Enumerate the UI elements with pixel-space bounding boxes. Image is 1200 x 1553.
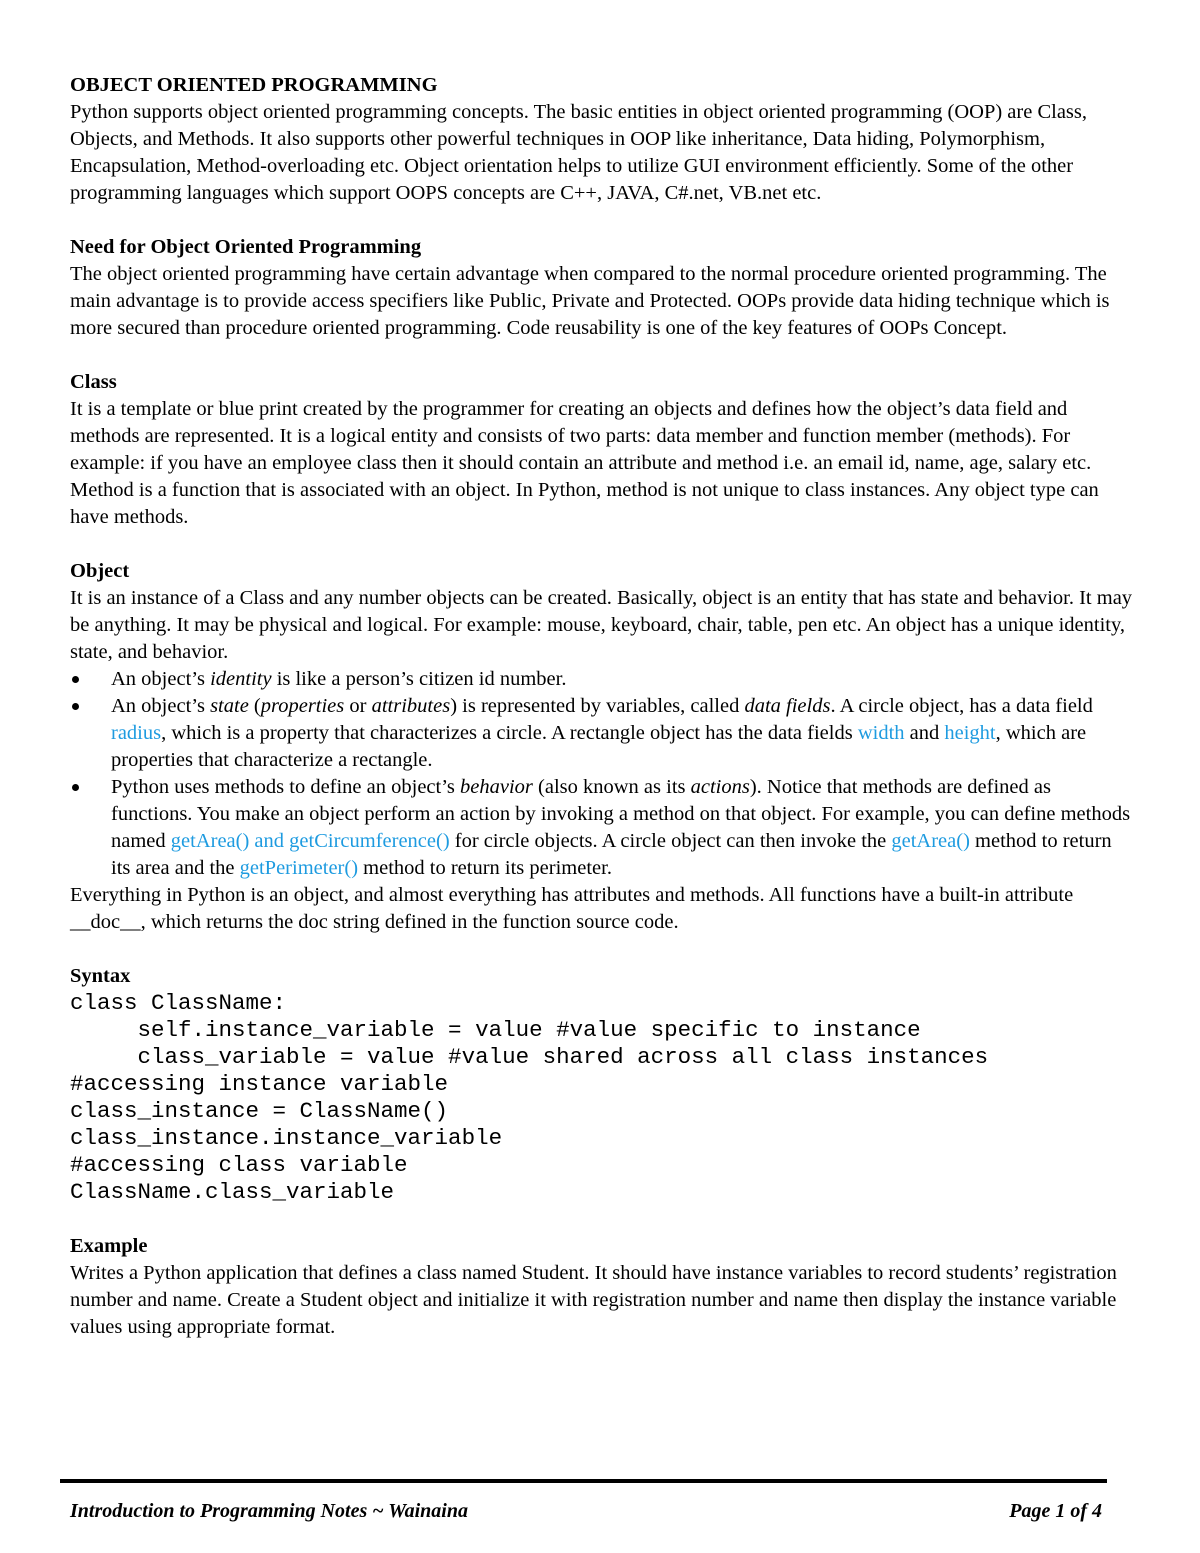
heading-class: Class	[70, 371, 117, 393]
heading-need-for-oop: Need for Object Oriented Programming	[70, 236, 422, 258]
footer-divider	[60, 1479, 1107, 1483]
oop-paragraph: Python supports object oriented programming concepts. The basic entities in object oriented programming (OOP) are Class, Objects, and Methods. It also supports other powerful techniques in OOP like inheritance, Data hiding, Polymorphism, Encapsulation, Method-overloading etc. Object orientation helps to utilize GUI environment efficiently. Some of the other programming languages which support OOPS concepts are C++, JAVA, C#.net, VB.net etc.	[70, 101, 1087, 204]
heading-object: Object	[70, 560, 130, 582]
page-content	[70, 72, 1135, 1341]
bullet-state: An object’s state (properties or attributes) is represented by variables, called data fields. A circle object, has a data field radius, which is a property that characterizes a circle. A rectangle object has the data fields width and height, which are properties that characterize a rectangle.	[70, 693, 1135, 774]
everything-object-paragraph: Everything in Python is an object, and almost everything has attributes and methods. All functions have a built-in attribute __doc__, which returns the doc string defined in the function source code.	[70, 884, 1074, 933]
class-paragraph: It is a template or blue print created by the programmer for creating an objects and defines how the object’s data field and methods are represented. It is a logical entity and consists of two parts: data member and function member (methods). For example: if you have an employee class then it should contain an attribute and method i.e. an email id, name, age, salary etc.	[70, 398, 1092, 474]
code-term-getarea: getArea()	[891, 830, 970, 852]
code-term-getarea-getcircumference: getArea() and getCircumference()	[170, 830, 450, 852]
bullet-dot-icon	[72, 676, 79, 683]
code-term-height: height	[944, 722, 996, 744]
object-paragraph: It is an instance of a Class and any number objects can be created. Basically, object is an entity that has state and behavior. It may be anything. It may be physical and logical. For example: mouse, keyboard, chair, table, pen etc. An object has a unique identity, state, and behavior.	[70, 587, 1133, 663]
bullet-dot-icon	[72, 784, 79, 791]
bullet-identity: An object’s identity is like a person’s citizen id number.	[70, 666, 1135, 693]
example-paragraph: Writes a Python application that defines a class named Student. It should have instance variables to record students’ registration number and name. Create a Student object and initialize it with registration number and name then display the instance variable values using appropriate format.	[70, 1262, 1117, 1338]
bullet-dot-icon	[72, 703, 79, 710]
page-number: Page 1 of 4	[1009, 1500, 1102, 1522]
code-term-width: width	[857, 722, 905, 744]
heading-oop: OBJECT ORIENTED PROGRAMMING	[70, 74, 438, 96]
code-term-radius: radius	[111, 722, 162, 744]
bullet-behavior: Python uses methods to define an object’s behavior (also known as its actions). Notice that methods are defined as functions. You make an object perform an action by invoking a method on that object. For example, you can define methods named getArea() and getCircumference() for circle objects. A circle object can then invoke the getArea() method to return its area and the getPerimeter() method to return its perimeter.	[70, 774, 1135, 882]
page-footer	[70, 1500, 1102, 1523]
heading-syntax: Syntax	[70, 965, 131, 987]
syntax-code-block: class ClassName: self.instance_variable = value #value specific to instance class_variable = value #value shared across all class instances #accessing instance variable class_instance = ClassName() class_instance.instance_variable #accessing class variable ClassName.class_variable	[70, 990, 989, 1205]
code-term-getperimeter: getPerimeter()	[239, 857, 359, 879]
footer-title: Introduction to Programming Notes ~ Wainaina	[70, 1500, 468, 1522]
heading-example: Example	[70, 1235, 148, 1257]
need-paragraph: The object oriented programming have certain advantage when compared to the normal procedure oriented programming. The main advantage is to provide access specifiers like Public, Private and Protected. OOPs provide data hiding technique which is more secured than procedure oriented programming. Code reusability is one of the key features of OOPs Concept.	[70, 263, 1110, 339]
object-bullet-list	[70, 666, 1135, 882]
method-paragraph: Method is a function that is associated with an object. In Python, method is not unique to class instances. Any object type can have methods.	[70, 479, 1099, 528]
